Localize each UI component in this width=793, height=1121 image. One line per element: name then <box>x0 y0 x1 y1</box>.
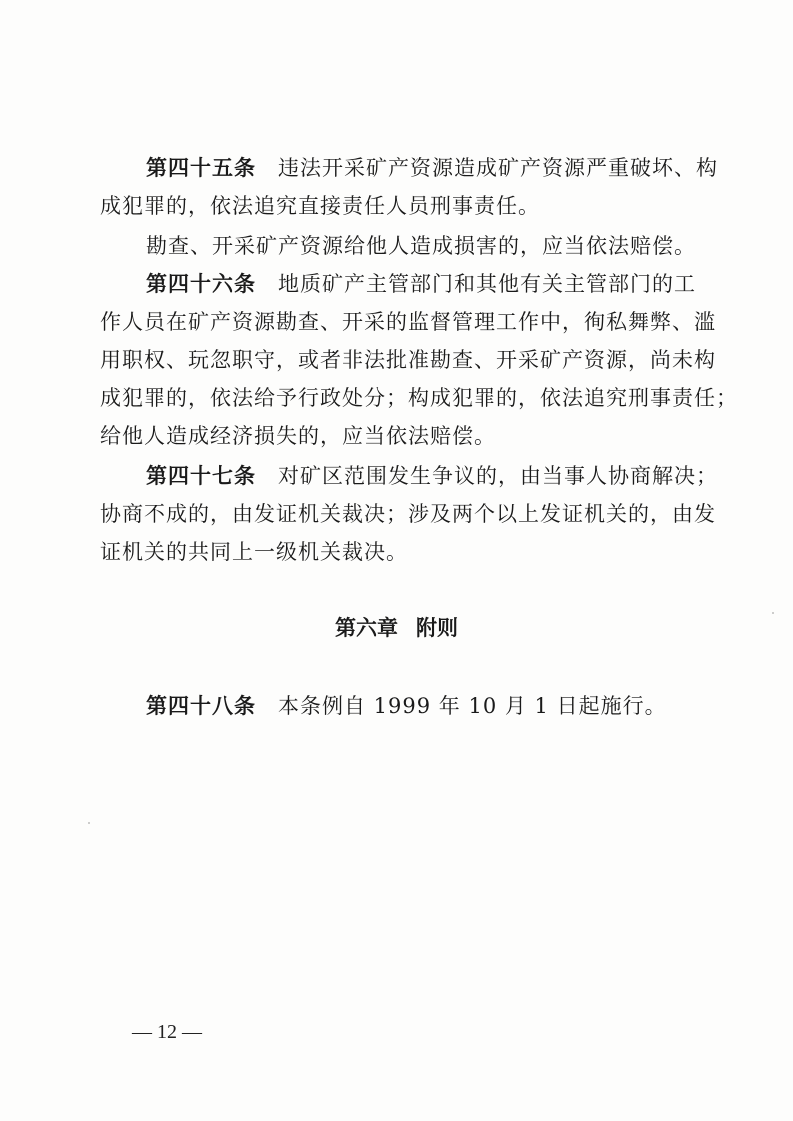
scan-speck <box>88 822 90 824</box>
article-48-text: 本条例自 1999 年 10 月 1 日起施行。 <box>278 694 667 718</box>
article-48-line-1 <box>146 686 667 726</box>
article-47-text-1: 对矿区范围发生争议的，由当事人协商解决； <box>278 464 718 488</box>
article-48-label: 第四十八条 <box>146 694 256 718</box>
article-45-line-2: 成犯罪的，依法追究直接责任人员刑事责任。 <box>100 194 540 218</box>
chapter-number: 第六章 <box>335 616 398 640</box>
article-47-line-3: 证机关的共同上一级机关裁决。 <box>100 540 408 564</box>
article-45-line-1 <box>146 148 718 188</box>
page-number: — 12 — <box>132 1021 202 1043</box>
article-46-line-5: 给他人造成经济损失的，应当依法赔偿。 <box>100 424 496 448</box>
chapter-name: 附则 <box>416 616 458 640</box>
scan-speck <box>772 612 774 614</box>
article-47-line-2: 协商不成的，由发证机关裁决；涉及两个以上发证机关的，由发 <box>100 502 716 526</box>
article-46-text-1: 地质矿产主管部门和其他有关主管部门的工 <box>278 272 696 296</box>
chapter-heading <box>0 608 793 648</box>
article-46-line-4: 成犯罪的，依法给予行政处分；构成犯罪的，依法追究刑事责任； <box>100 386 738 410</box>
article-45-label: 第四十五条 <box>146 156 256 180</box>
article-47-label: 第四十七条 <box>146 464 256 488</box>
article-46-line-2: 作人员在矿产资源勘查、开采的监督管理工作中，徇私舞弊、滥 <box>100 310 716 334</box>
article-45-paragraph-2: 勘查、开采矿产资源给他人造成损害的，应当依法赔偿。 <box>146 234 696 258</box>
article-46-label: 第四十六条 <box>146 272 256 296</box>
article-46-line-1 <box>146 264 696 304</box>
article-47-line-1 <box>146 456 718 496</box>
article-45-text-1: 违法开采矿产资源造成矿产资源严重破坏、构 <box>278 156 718 180</box>
article-46-line-3: 用职权、玩忽职守，或者非法批准勘查、开采矿产资源，尚未构 <box>100 348 716 372</box>
